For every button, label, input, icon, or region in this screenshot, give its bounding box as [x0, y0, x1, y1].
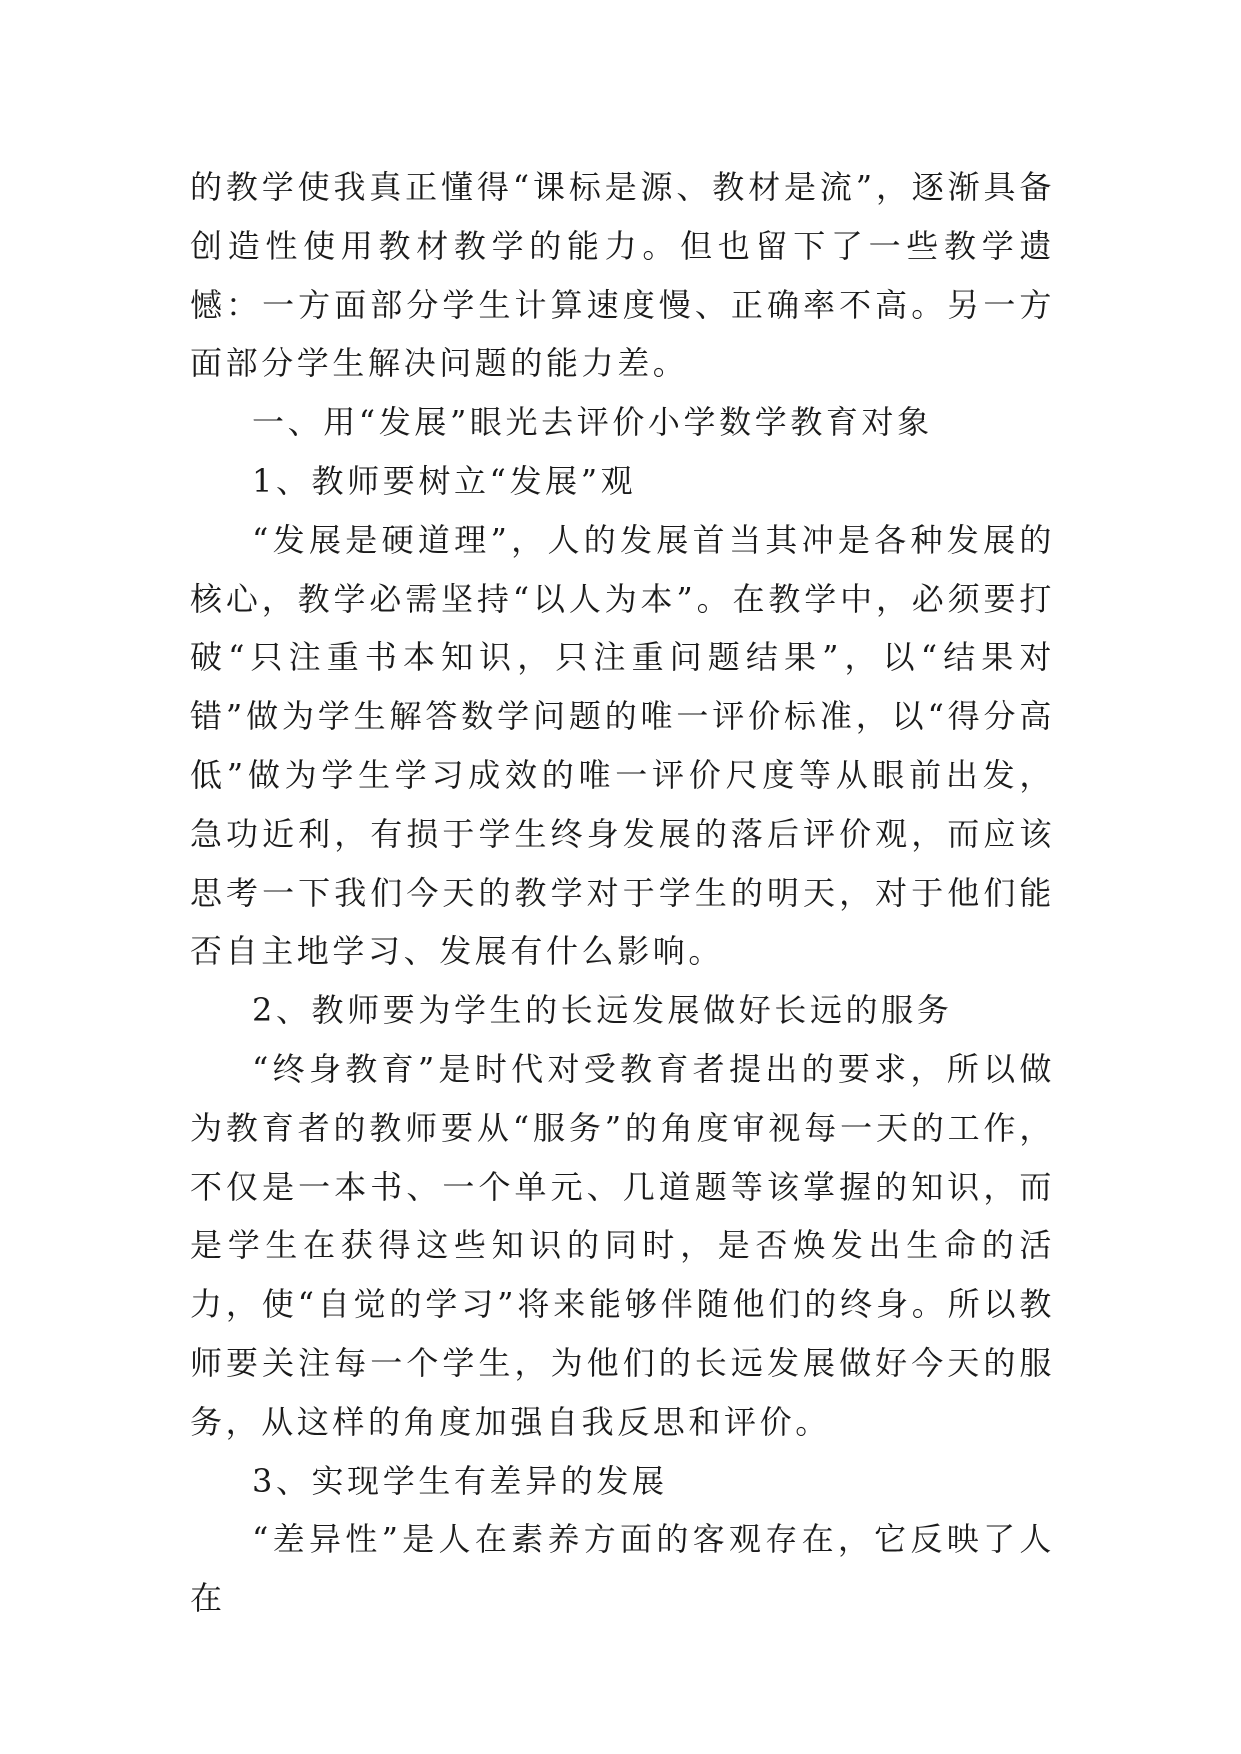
subheading-1: 1、教师要树立“发展”观 — [252, 461, 637, 500]
body-text — [190, 158, 1055, 1628]
subheading-3: 3、实现学生有差异的发展 — [252, 1461, 668, 1500]
paragraph-lifelong-education: “终身教育”是时代对受教育者提出的要求，所以做为教育者的教师要从“服务”的角度审视每一天的工作，不仅是一本书、一个单元、几道题等该掌握的知识，而是学生在获得这些知识的同时，是否焕发出生命的活力，使“自觉的学习”将来能够伴随他们的终身。所以教师要关注每一个学生，为他们的长远发展做好今天的服务，从这样的角度加强自我反思和评价。 — [190, 1049, 1055, 1441]
paragraph-difference: “差异性”是人在素养方面的客观存在，它反映了人在 — [190, 1520, 1055, 1618]
section-heading-1: 一、用“发展”眼光去评价小学数学教育对象 — [252, 403, 933, 442]
subheading-2: 2、教师要为学生的长远发展做好长远的服务 — [252, 991, 953, 1030]
paragraph-continuation: 的教学使我真正懂得“课标是源、教材是流”，逐渐具备创造性使用教材教学的能力。但也留下了一些教学遗憾：一方面部分学生计算速度慢、正确率不高。另一方面部分学生解决问题的能力差。 — [190, 168, 1055, 383]
paragraph-development: “发展是硬道理”，人的发展首当其冲是各种发展的核心，教学必需坚持“以人为本”。在教学中，必须要打破“只注重书本知识，只注重问题结果”，以“结果对错”做为学生解答数学问题的唯一评价标准，以“得分高低”做为学生学习成效的唯一评价尺度等从眼前出发，急功近利，有损于学生终身发展的落后评价观，而应该思考一下我们今天的教学对于学生的明天，对于他们能否自主地学习、发展有什么影响。 — [190, 520, 1055, 971]
